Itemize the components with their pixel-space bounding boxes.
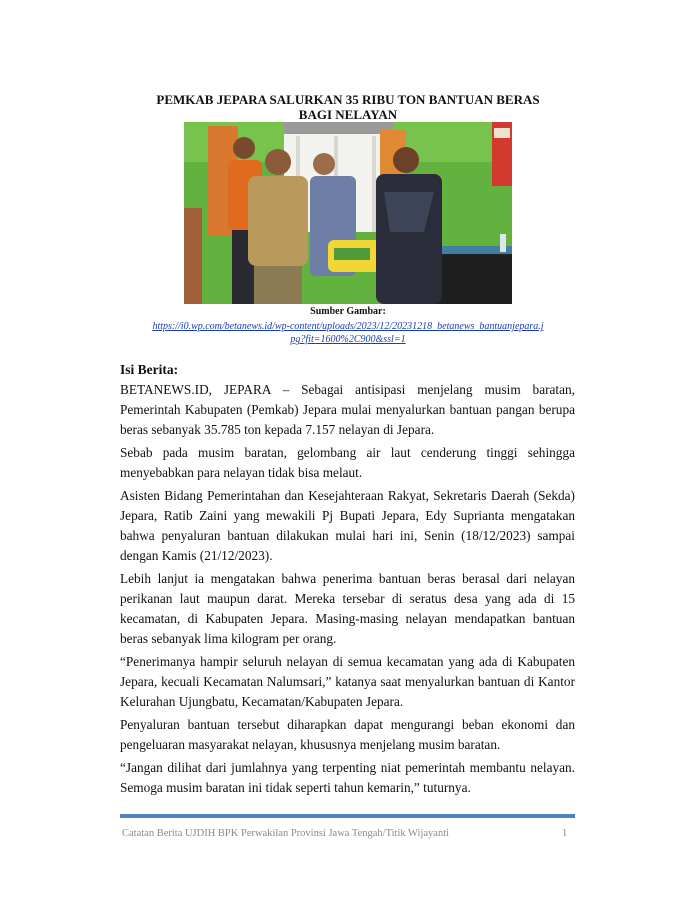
- paragraph: Penyaluran bantuan tersebut diharapkan dapat mengurangi beban ekonomi dan pengeluaran masyarakat nelayan, khususnya menjelang musim baratan.: [120, 717, 575, 752]
- article-title-line-2: BAGI NELAYAN: [298, 107, 398, 122]
- paragraph: “Penerimanya hampir seluruh nelayan di semua kecamatan yang ada di Kabupaten Jepara, kecuali Kecamatan Nalumsari,” katanya saat menyalurkan bantuan di Kantor Kelurahan Ujungbatu, Kecamatan/Kabupaten Jepara.: [120, 654, 575, 709]
- paragraph: “Jangan dilihat dari jumlahnya yang terpenting niat pemerintah membantu nelayan. Semoga musim baratan ini tidak seperti tahun kemarin,” tuturnya.: [120, 760, 575, 795]
- image-source-label: Sumber Gambar:: [310, 306, 386, 317]
- article-title-line-1: PEMKAB JEPARA SALURKAN 35 RIBU TON BANTUAN BERAS: [156, 92, 540, 107]
- page-number: 1: [562, 828, 568, 839]
- article-title: [0, 92, 696, 122]
- footer-divider: [120, 814, 575, 818]
- news-photo: [184, 122, 512, 304]
- section-heading: Isi Berita:: [120, 362, 179, 377]
- footer-text: Catatan Berita UJDIH BPK Perwakilan Provinsi Jawa Tengah/Titik Wijayanti: [122, 828, 450, 839]
- image-source-link[interactable]: https://i0.wp.com/betanews.id/wp-content/uploads/2023/12/20231218_betanews_bantuanjepara.jpg?fit=1600%2C900&ssl=1: [152, 321, 544, 345]
- paragraph: BETANEWS.ID, JEPARA – Sebagai antisipasi menjelang musim baratan, Pemerintah Kabupaten (Pemkab) Jepara mulai menyalurkan bantuan pangan berupa beras sebanyak 35.785 ton kepada 7.157 nelayan di Jepara.: [120, 382, 575, 437]
- article-body: [120, 380, 575, 801]
- paragraph: Sebab pada musim baratan, gelombang air laut cenderung tinggi sehingga menyebabkan para nelayan tidak bisa melaut.: [120, 445, 575, 480]
- paragraph: Lebih lanjut ia mengatakan bahwa penerima bantuan beras berasal dari nelayan perikanan laut maupun darat. Mereka tersebar di seratus desa yang ada di 15 kecamatan, di Kabupaten Jepara. Masing-masing nelayan mendapatkan bantuan beras sebanyak lima kilogram per orang.: [120, 571, 575, 646]
- paragraph: Asisten Bidang Pemerintahan dan Kesejahteraan Rakyat, Sekretaris Daerah (Sekda) Jepara, Ratib Zaini yang mewakili Pj Bupati Jepara, Edy Suprianta mengatakan bahwa penyaluran bantuan dilakukan mulai hari ini, Senin (18/12/2023) sampai dengan Kamis (21/12/2023).: [120, 488, 575, 563]
